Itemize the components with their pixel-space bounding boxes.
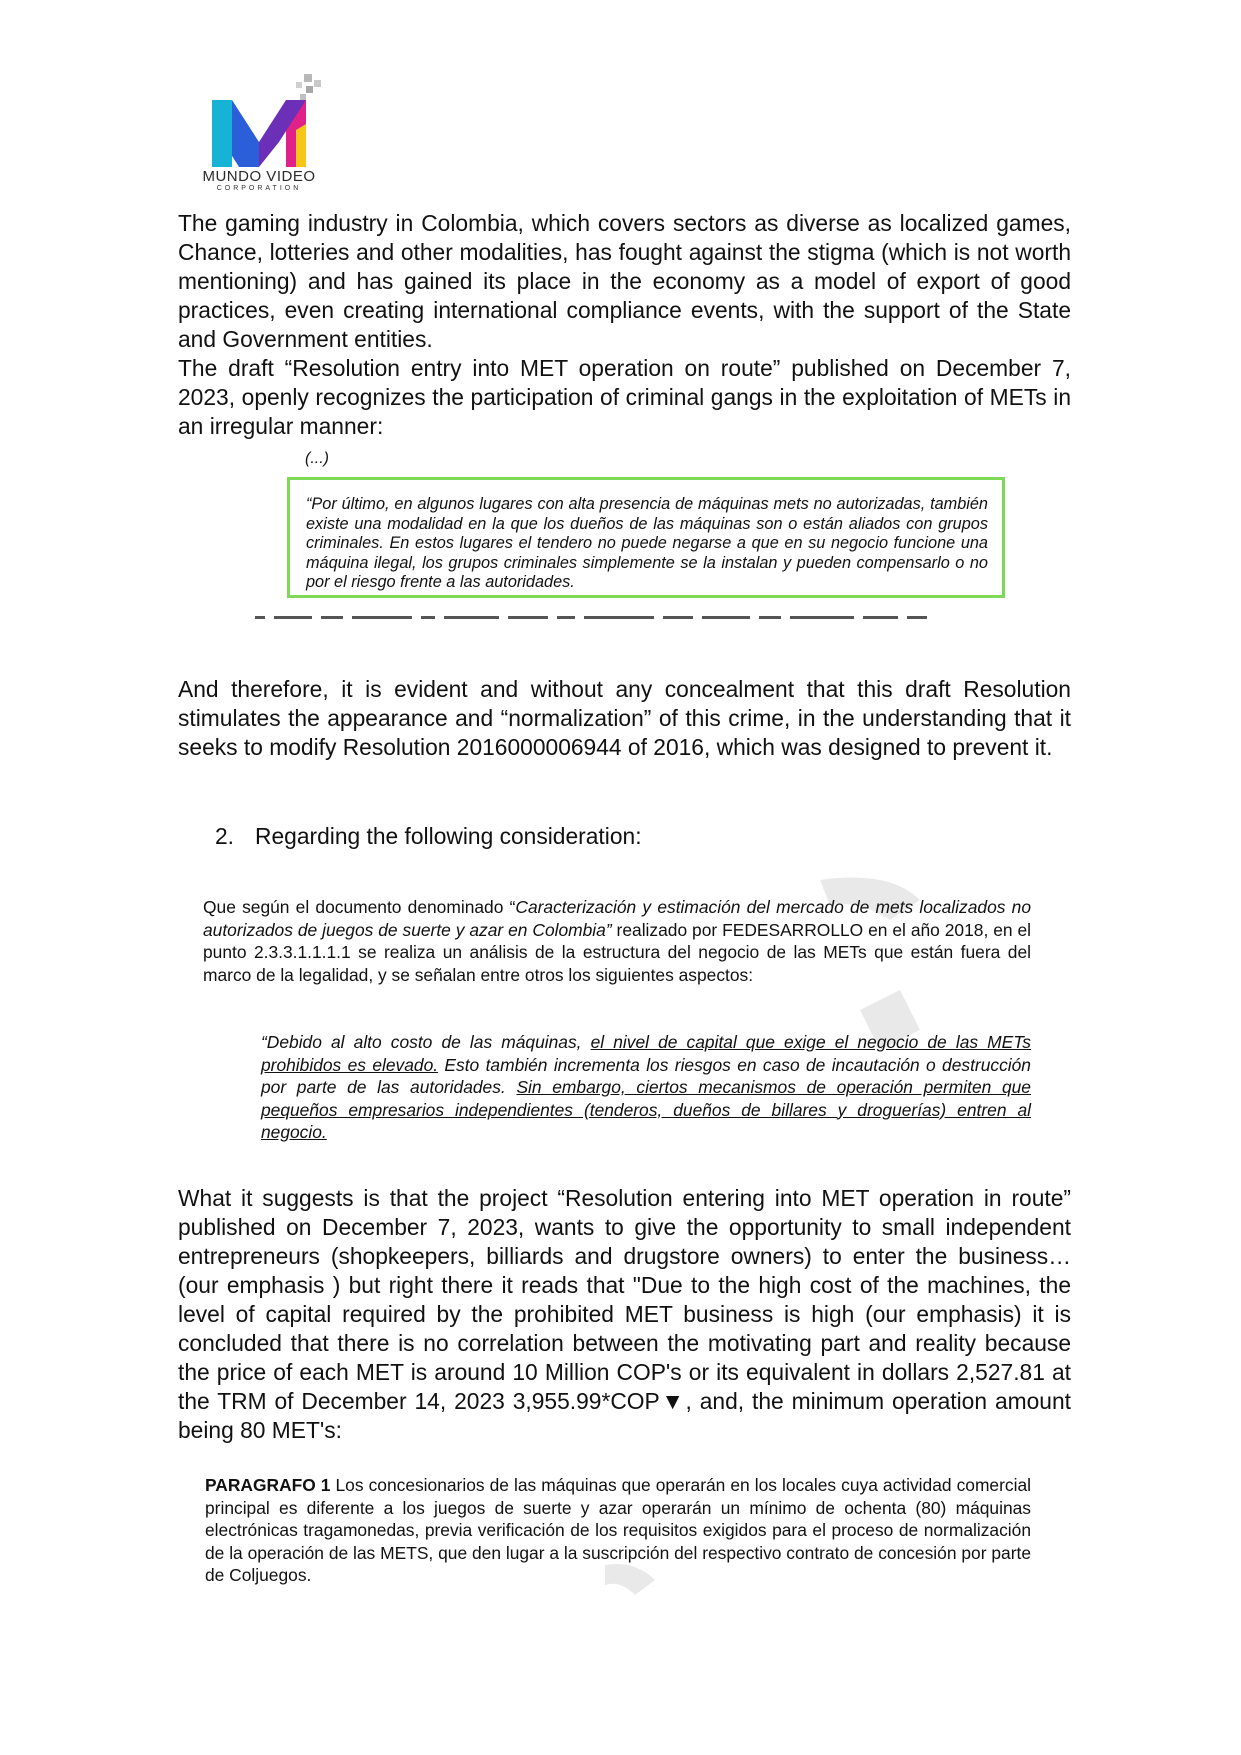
quote-underlined-1: el nivel de capital que exige el negocio de las METs prohibidos es elevado. <box>261 1032 1031 1075</box>
highlighted-quote-text: “Por último, en algunos lugares con alta presencia de máquinas mets no autorizadas, también existe una modalidad en la que los dueños de las máquinas son o están aliados con grupos criminales. En estos lugares el tendero no puede negarse a que en su negocio funcione una máquina ilegal, los grupos criminales simplemente se la instalan y pueden compensarlo o no por el riesgo frente a las autoridades. <box>306 495 988 591</box>
quote-part-a: “Debido al alto costo de las máquinas, <box>261 1032 591 1052</box>
fedesarrollo-quote <box>261 1031 1031 1144</box>
excerpt2-intro-b: realizado por FEDESARROLLO en el año 2018, en el punto 2.3.3.1.1.1.1 se realiza un análisis de la estructura del negocio de las METs que están fuera del marco de la legalidad, y se señalan entre otros los siguientes aspectos: <box>203 919 1031 985</box>
paragraph-draft-resolution: The draft “Resolution entry into MET operation on route” published on December 7, 2023, openly recognizes the participation of criminal gangs in the exploitation of METs in an irregular manner: <box>178 355 1071 439</box>
list-item-2 <box>215 823 642 850</box>
highlighted-quote-box <box>287 477 1005 598</box>
mundo-video-logo <box>184 72 334 192</box>
watermark-fragment-icon <box>595 1560 735 1600</box>
quote-part-b: Esto también incrementa los riesgos en caso de incautación o destrucción por parte de las autoridades. <box>261 1054 1031 1097</box>
paragrafo-label: PARAGRAFO 1 <box>205 1475 331 1495</box>
list-text: Regarding the following consideration: <box>255 823 642 849</box>
paragraph-what-it-suggests: What it suggests is that the project “Resolution entering into MET operation in route” published on December 7, 2023, wants to give the opportunity to small independent entrepreneurs (shopkeepers, billiards and drugstore owners) to enter the business… (our emphasis ) but right there it reads that "Due to the high cost of the machines, the level of capital required by the prohibited MET business is high (our emphasis) it is concluded that there is no correlation between the motivating part and reality because the price of each MET is around 10 Million COP's or its equivalent in dollars 2,527.81 at the TRM of December 14, 2023 3,955.99*COP▼, and, the minimum operation amount being 80 MET's: <box>178 1185 1071 1443</box>
paragrafo-text: Los concesionarios de las máquinas que operarán en los locales cuya actividad comercial principal es diferente a los juegos de suerte y azar operarán un mínimo de ochenta (80) máquinas electrónicas tragamonedas, previa verificación de los requisitos exigidos para el proceso de normalización de la operación de las METS, que den lugar a la suscripción del respectivo contrato de concesión por parte de Coljuegos. <box>205 1475 1031 1585</box>
excerpt2-intro-a: Que según el documento denominado “ <box>203 897 516 917</box>
excerpt-ellipsis: (...) <box>305 450 329 467</box>
paragraph-evident: And therefore, it is evident and without any concealment that this draft Resolution stimulates the appearance and “normalization” of this crime, in the understanding that it seeks to modify Resolution 2016000006944 of 2016, which was designed to prevent it. <box>178 676 1071 760</box>
cropped-text-line <box>255 614 985 620</box>
logo-mark-icon <box>184 72 334 167</box>
excerpt2-document-title: Caracterización y estimación del mercado de mets localizados no autorizados de juegos de suerte y azar en Colombia” <box>203 897 1031 940</box>
quote-underlined-2: Sin embargo, ciertos mecanismos de operación permiten que pequeños empresarios independientes (tenderos, dueños de billares y droguerías) entren al negocio. <box>261 1077 1031 1142</box>
list-number: 2. <box>215 823 235 849</box>
paragraph-gaming-industry: The gaming industry in Colombia, which covers sectors as diverse as localized games, Chance, lotteries and other modalities, has fought against the stigma (which is not worth mentioning) and has gained its place in the economy as a model of export of good practices, even creating international compliance events, with the support of the State and Government entities. <box>178 210 1071 352</box>
fedesarrollo-excerpt <box>203 896 1031 986</box>
logo-wordmark: MUNDO VIDEO <box>202 168 316 185</box>
logo-subtitle: CORPORATION <box>216 185 302 192</box>
